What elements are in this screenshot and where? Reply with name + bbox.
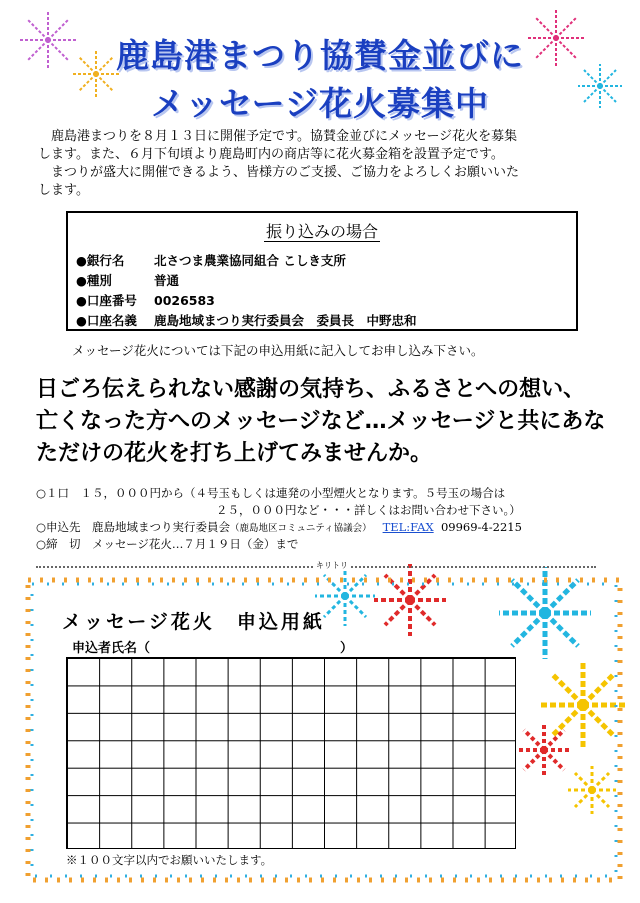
catch-line: 日ごろ伝えられない感謝の気持ち、ふるさとへの想い、	[36, 377, 586, 402]
tel-fax-link[interactable]: TEL:FAX	[382, 520, 434, 534]
apply-org: （鹿島地区コミュニティ協議会）	[230, 523, 372, 534]
intro-line: します。また、６月下旬頃より鹿島町内の商店等に花火募金箱を設置予定です。	[38, 147, 504, 162]
apply-prefix: ○申込先 鹿島地域まつり実行委員会	[36, 520, 231, 534]
catch-copy	[36, 374, 616, 470]
bank-row-value: 0026583	[154, 293, 215, 308]
applicant-name-row	[72, 637, 353, 656]
title-line-1: 鹿島港まつり協賛金並びに	[116, 36, 524, 75]
bank-row	[76, 291, 215, 309]
bank-row-key: ●銀行名	[76, 253, 125, 268]
intro-line: 鹿島港まつりを８月１３日に開催予定です。協賛金並びにメッセージ花火を募集	[38, 129, 518, 144]
bank-row-key: ●口座番号	[76, 293, 137, 308]
form-footnote: ※１００文字以内でお願いいたします。	[66, 853, 273, 867]
bank-transfer-box	[66, 211, 578, 331]
bank-row-value: 北さつま農業協同組合 こしき支所	[154, 253, 346, 268]
application-note: メッセージ花火については下記の申込用紙に記入してお申し込み下さい。	[72, 343, 484, 358]
title-line-2: メッセージ花火募集中	[150, 84, 490, 123]
deadline-line: ○締 切 メッセージ花火…７月１９日（金）まで	[36, 537, 299, 551]
firework-form-red	[374, 564, 446, 636]
bank-row	[76, 271, 179, 289]
firework-form-yellow	[541, 663, 625, 747]
price-line-2: ２５，０００円など・・・詳しくはお問い合わせ下さい。）	[216, 503, 521, 517]
apply-line	[36, 519, 522, 535]
tel-number: 09969-4-2215	[440, 520, 522, 534]
catch-line: 亡くなった方へのメッセージなど…メッセージと共にあな	[36, 409, 606, 434]
applicant-name-label: 申込者氏名（	[72, 641, 151, 656]
price-line-1: ○１口 １５，０００円から（４号玉もしくは連発の小型煙火となります。５号玉の場合は	[36, 486, 506, 500]
bank-row-key: ●口座名義	[76, 313, 137, 328]
bank-row-value: 鹿島地域まつり実行委員会 委員長 中野忠和	[154, 313, 417, 328]
firework-form-yellow-small	[568, 766, 616, 814]
form-title: メッセージ花火 申込用紙	[62, 611, 325, 633]
message-grid[interactable]	[66, 657, 516, 849]
intro-text	[38, 128, 608, 200]
applicant-name-close: ）	[340, 641, 354, 656]
firework-form-red-small	[516, 722, 572, 778]
bank-row-value: 普通	[154, 273, 180, 288]
intro-line: します。	[38, 183, 89, 198]
intro-line: まつりが盛大に開催できるよう、皆様方のご支援、ご協力をよろしくお願いいた	[38, 165, 520, 180]
bank-row-key: ●種別	[76, 273, 112, 288]
bank-row	[76, 251, 346, 269]
catch-line: ただけの花火を打ち上げてみませんか。	[36, 441, 433, 466]
cut-label: キリトリ	[313, 560, 351, 571]
bank-heading: 振り込みの場合	[265, 222, 378, 241]
bank-row	[76, 311, 417, 329]
